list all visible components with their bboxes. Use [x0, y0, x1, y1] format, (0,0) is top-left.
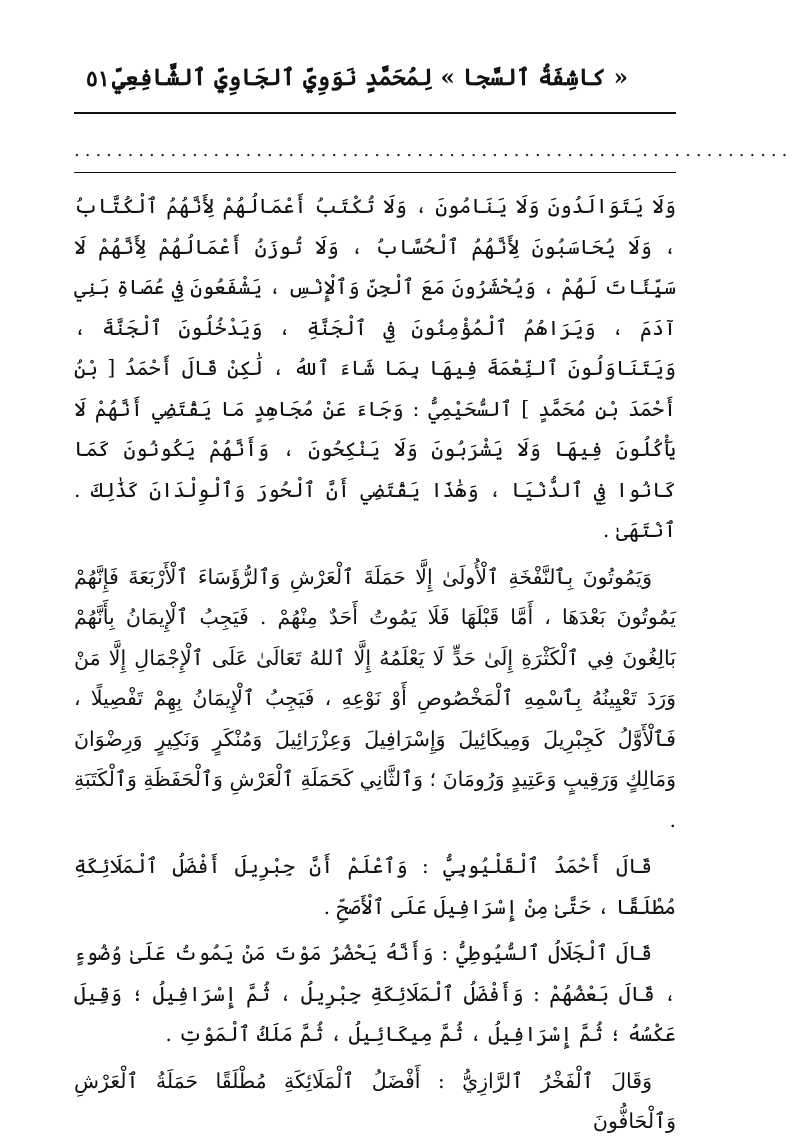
paragraph-5: وَقَالَ ٱلْفَخْرُ ٱلرَّازِيُّ : أَفْضَلُ ٱلْمَلَائِكَةِ مُطْلَقًا حَمَلَةُ ٱلْعَرْشِ وَٱلْحَافُّونَ [74, 1068, 676, 1133]
paragraph-1: وَلَا يَتَوَالَدُونَ وَلَا يَنَامُونَ ، وَلَا تُكْتَبُ أَعْمَالُهُمْ لِأَنَّهُمُ ٱلْكُتَّابُ ، وَلَا يُحَاسَبُونَ لِأَنَّهُمُ ٱلْحُسَّابُ ، وَلَا تُوزَنُ أَعْمَالُهُمْ لِأَنَّهُمْ لَا سَيِّئَاتَ لَهُمْ ، وَيُحْشَرُونَ مَعَ ٱلْجِنِّ وَٱلْإِنْسِ ، يَشْفَعُونَ فِي عُصَاةِ بَنِي آدَمَ ، وَيَرَاهُمُ ٱلْمُؤْمِنُونَ فِي ٱلْجَنَّةِ ، وَيَدْخُلُونَ ٱلْجَنَّةَ ، وَيَتَنَاوَلُونَ ٱلنِّعْمَةَ فِيهَا بِمَا شَاءَ ٱللهُ ، لَٰكِنْ قَالَ أَحْمَدُ [ بْنُ أَحْمَدَ بْنِ مُحَمَّدٍ ] ٱلسُّحَيْمِيُّ : وَجَاءَ عَنْ مُجَاهِدٍ مَا يَقْتَضِي أَنَّهُمْ لَا يَأْكُلُونَ فِيهَا وَلَا يَشْرَبُونَ وَلَا يَنْكِحُونَ ، وَأَنَّهُمْ يَكُونُونَ كَمَا كَانُوا فِي ٱلدُّنْيَا ، وَهَٰذَا يَقْتَضِي أَنَّ ٱلْحُورَ وَٱلْوِلْدَانَ كَذَٰلِكَ . ٱنْتَهَىٰ . [74, 194, 676, 542]
running-header [74, 62, 676, 110]
separator-rule [74, 172, 676, 173]
body-text [74, 186, 676, 1148]
book-title: « كاشِفَةُ ٱلسَّجا » لِمُحَمَّدٍ نَوَوِيِّ ٱلجَاوِيِّ ٱلشَّافِعِيِّ [111, 64, 628, 91]
paragraph-2: وَيَمُوتُونَ بِٱلنَّفْخَةِ ٱلْأُولَىٰ إِلَّا حَمَلَةَ ٱلْعَرْشِ وَٱلرُّؤَسَاءَ ٱلْأَرْبَعَةَ فَإِنَّهُمْ يَمُوتُونَ بَعْدَهَا ، أَمَّا قَبْلَهَا فَلَا يَمُوتُ أَحَدٌ مِنْهُمْ . فَيَجِبُ ٱلْإِيمَانُ بِأَنَّهُمْ بَالِغُونَ فِي ٱلْكَثْرَةِ إِلَىٰ حَدٍّ لَا يَعْلَمُهُ إِلَّا ٱللهُ تَعَالَىٰ عَلَى ٱلْإِجْمَالِ إِلَّا مَنْ وَرَدَ تَعْيِينُهُ بِٱسْمِهِ ٱلْمَخْصُوصِ أَوْ نَوْعِهِ ، فَيَجِبُ ٱلْإِيمَانُ بِهِمْ تَفْصِيلًا ، فَٱلْأَوَّلُ كَجِبْرِيلَ وَمِيكَائِيلَ وَإِسْرَافِيلَ وَعِزْرَائِيلَ وَمُنْكَرٍ وَنَكِيرٍ وَرِضْوَانَ وَمَالِكٍ وَرَقِيبٍ وَعَتِيدٍ وَرُومَانَ ؛ وَٱلثَّانِي كَحَمَلَةِ ٱلْعَرْشِ وَٱلْحَفَظَةِ وَٱلْكَتَبَةِ . [74, 564, 676, 832]
header-rule [74, 112, 676, 114]
dotted-separator: ................................................................... [74, 140, 792, 161]
page-number: ٥١ [86, 66, 110, 92]
paragraph-4: قَالَ ٱلْجَلَالُ ٱلسُّيُوطِيُّ : وَأَنَّهُ يَحْضُرُ مَوْتَ مَنْ يَمُوتُ عَلَىٰ وُضُوءٍ ، قَالَ بَعْضُهُمْ : وَأَفْضَلُ ٱلْمَلَائِكَةِ جِبْرِيلُ ، ثُمَّ إِسْرَافِيلُ ؛ وَقِيلَ عَكْسُهُ ؛ ثُمَّ إِسْرَافِيلُ ، ثُمَّ مِيكَائِيلُ ، ثُمَّ مَلَكُ ٱلْمَوْتِ . [74, 941, 676, 1046]
paragraph-3: قَالَ أَحْمَدُ ٱلْقَلْيُوبِيُّ : وَٱعْلَمْ أَنَّ جِبْرِيلَ أَفْضَلُ ٱلْمَلَائِكَةِ مُطْلَقًا ، حَتَّىٰ مِنْ إِسْرَافِيلَ عَلَى ٱلْأَصَحِّ . [74, 854, 676, 919]
